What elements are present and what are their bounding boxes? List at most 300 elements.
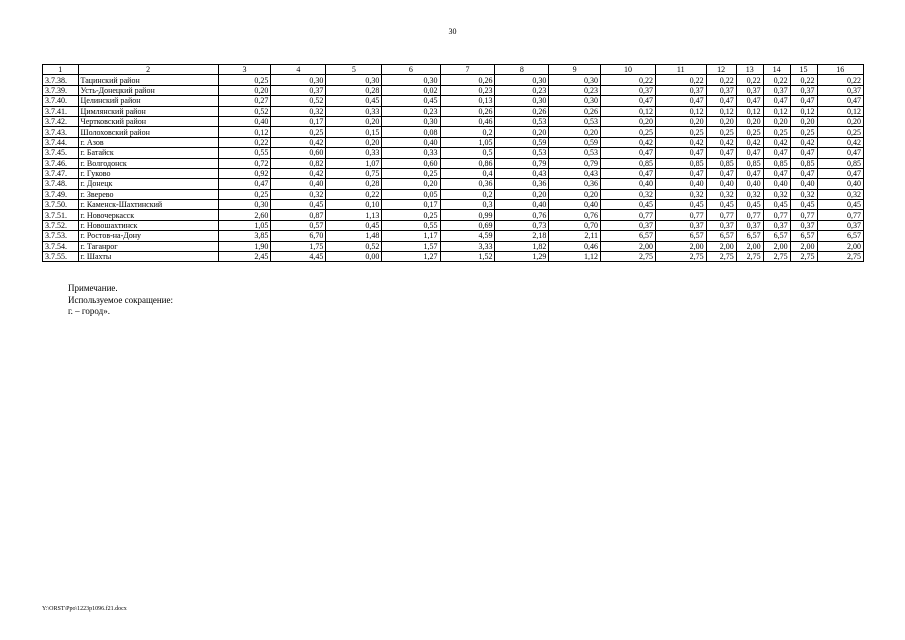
- value-cell: 2,75: [706, 252, 736, 262]
- value-cell: 2,75: [601, 252, 656, 262]
- value-cell: 0,40: [763, 179, 790, 189]
- territory-name-cell: Усть-Донецкий район: [78, 85, 218, 95]
- value-cell: 0,47: [763, 148, 790, 158]
- value-cell: 0,40: [817, 179, 864, 189]
- value-cell: 0,45: [736, 200, 763, 210]
- header-cell: 12: [706, 65, 736, 75]
- row-number-cell: 3.7.46.: [43, 158, 79, 168]
- value-cell: 0,85: [655, 158, 706, 168]
- value-cell: 0,20: [495, 127, 549, 137]
- value-cell: 0,57: [271, 220, 326, 230]
- value-cell: 0,26: [549, 106, 601, 116]
- value-cell: 2,18: [495, 231, 549, 241]
- value-cell: 0,45: [601, 200, 656, 210]
- value-cell: 0,47: [817, 168, 864, 178]
- value-cell: 0,3: [440, 200, 495, 210]
- value-cell: 1,05: [218, 220, 271, 230]
- header-cell: 4: [271, 65, 326, 75]
- value-cell: 0,40: [218, 116, 271, 126]
- value-cell: 0,53: [549, 148, 601, 158]
- value-cell: 0,33: [326, 148, 382, 158]
- table-row: [43, 116, 864, 126]
- value-cell: 0,30: [549, 75, 601, 85]
- value-cell: 0,79: [495, 158, 549, 168]
- header-cell: 9: [549, 65, 601, 75]
- value-cell: 1,29: [495, 252, 549, 262]
- territory-name-cell: г. Зверево: [78, 189, 218, 199]
- value-cell: 0,43: [495, 168, 549, 178]
- value-cell: 6,57: [706, 231, 736, 241]
- value-cell: 2,00: [601, 241, 656, 251]
- value-cell: 0,87: [271, 210, 326, 220]
- value-cell: 0,47: [790, 168, 817, 178]
- value-cell: 0,20: [549, 189, 601, 199]
- value-cell: 0,86: [440, 158, 495, 168]
- value-cell: 0,12: [817, 106, 864, 116]
- value-cell: 0,37: [790, 220, 817, 230]
- header-cell: 3: [218, 65, 271, 75]
- value-cell: 0,77: [601, 210, 656, 220]
- value-cell: 0,60: [271, 148, 326, 158]
- value-cell: 0,47: [763, 96, 790, 106]
- territory-name-cell: г. Каменск-Шахтинский: [78, 200, 218, 210]
- value-cell: 0,13: [440, 96, 495, 106]
- row-number-cell: 3.7.47.: [43, 168, 79, 178]
- value-cell: 6,57: [763, 231, 790, 241]
- value-cell: 0,32: [271, 189, 326, 199]
- notes-block: [68, 283, 173, 318]
- value-cell: 0,46: [440, 116, 495, 126]
- value-cell: 0,42: [817, 137, 864, 147]
- value-cell: 0,52: [218, 106, 271, 116]
- value-cell: 0,85: [706, 158, 736, 168]
- value-cell: 0,59: [495, 137, 549, 147]
- value-cell: 0,30: [218, 200, 271, 210]
- value-cell: 0,40: [790, 179, 817, 189]
- value-cell: 0,25: [271, 127, 326, 137]
- value-cell: 0,28: [326, 85, 382, 95]
- row-number-cell: 3.7.50.: [43, 200, 79, 210]
- value-cell: 0,40: [495, 200, 549, 210]
- value-cell: 0,40: [271, 179, 326, 189]
- value-cell: 0,23: [495, 85, 549, 95]
- header-cell: 5: [326, 65, 382, 75]
- notes-abbreviation-heading: Используемое сокращение:: [68, 294, 173, 305]
- value-cell: 0,20: [326, 137, 382, 147]
- value-cell: 0,32: [601, 189, 656, 199]
- value-cell: 0,25: [817, 127, 864, 137]
- value-cell: 0,43: [549, 168, 601, 178]
- value-cell: 0,32: [817, 189, 864, 199]
- value-cell: 0,26: [440, 75, 495, 85]
- territory-name-cell: г. Шахты: [78, 252, 218, 262]
- value-cell: 0,47: [736, 168, 763, 178]
- value-cell: 0,25: [736, 127, 763, 137]
- value-cell: 0,45: [763, 200, 790, 210]
- value-cell: 0,52: [271, 96, 326, 106]
- value-cell: 0,22: [790, 75, 817, 85]
- value-cell: 4,59: [440, 231, 495, 241]
- table-row: [43, 75, 864, 85]
- territory-name-cell: Тацинский район: [78, 75, 218, 85]
- value-cell: 1,13: [326, 210, 382, 220]
- table-row: [43, 200, 864, 210]
- value-cell: 0,77: [736, 210, 763, 220]
- header-cell: 8: [495, 65, 549, 75]
- value-cell: 0,28: [326, 179, 382, 189]
- table-row: [43, 179, 864, 189]
- header-cell: 13: [736, 65, 763, 75]
- row-number-cell: 3.7.38.: [43, 75, 79, 85]
- table-row: [43, 210, 864, 220]
- value-cell: 0,53: [495, 116, 549, 126]
- value-cell: 1,52: [440, 252, 495, 262]
- row-number-cell: 3.7.43.: [43, 127, 79, 137]
- value-cell: 0,25: [601, 127, 656, 137]
- value-cell: 0,47: [736, 148, 763, 158]
- value-cell: 0,22: [655, 75, 706, 85]
- value-cell: 0,40: [706, 179, 736, 189]
- header-cell: 11: [655, 65, 706, 75]
- value-cell: 0,47: [817, 96, 864, 106]
- value-cell: 0,45: [326, 96, 382, 106]
- table-header-row: [43, 65, 864, 75]
- value-cell: 0,77: [655, 210, 706, 220]
- value-cell: 0,05: [382, 189, 440, 199]
- value-cell: 0,27: [218, 96, 271, 106]
- value-cell: 6,57: [655, 231, 706, 241]
- value-cell: 0,32: [763, 189, 790, 199]
- territory-name-cell: г. Донецк: [78, 179, 218, 189]
- value-cell: 0,47: [706, 168, 736, 178]
- value-cell: 0,40: [736, 179, 763, 189]
- value-cell: 0,42: [706, 137, 736, 147]
- value-cell: 0,22: [218, 137, 271, 147]
- value-cell: 0,40: [655, 179, 706, 189]
- header-cell: 14: [763, 65, 790, 75]
- value-cell: 0,42: [790, 137, 817, 147]
- value-cell: 0,47: [655, 168, 706, 178]
- value-cell: 0,45: [382, 96, 440, 106]
- value-cell: 0,08: [382, 127, 440, 137]
- row-number-cell: 3.7.53.: [43, 231, 79, 241]
- value-cell: 0,47: [655, 148, 706, 158]
- value-cell: 0,42: [655, 137, 706, 147]
- value-cell: 0,20: [495, 189, 549, 199]
- value-cell: 0,85: [817, 158, 864, 168]
- value-cell: 0,22: [601, 75, 656, 85]
- value-cell: 0,20: [655, 116, 706, 126]
- value-cell: 0,30: [382, 75, 440, 85]
- value-cell: 0,25: [382, 168, 440, 178]
- value-cell: 0,20: [549, 127, 601, 137]
- value-cell: 0,12: [655, 106, 706, 116]
- value-cell: 0,59: [549, 137, 601, 147]
- value-cell: 0,25: [218, 75, 271, 85]
- value-cell: 0,47: [601, 96, 656, 106]
- value-cell: 0,02: [382, 85, 440, 95]
- value-cell: 0,75: [326, 168, 382, 178]
- value-cell: 0,79: [549, 158, 601, 168]
- value-cell: 0,22: [763, 75, 790, 85]
- value-cell: 0,10: [326, 200, 382, 210]
- value-cell: 0,32: [271, 106, 326, 116]
- value-cell: 0,36: [495, 179, 549, 189]
- table-row: [43, 106, 864, 116]
- value-cell: 0,42: [271, 137, 326, 147]
- value-cell: 1,07: [326, 158, 382, 168]
- value-cell: 0,42: [601, 137, 656, 147]
- value-cell: 0,45: [655, 200, 706, 210]
- value-cell: 0,42: [271, 168, 326, 178]
- value-cell: 0,77: [763, 210, 790, 220]
- value-cell: 0,17: [271, 116, 326, 126]
- value-cell: 0,70: [549, 220, 601, 230]
- territory-name-cell: г. Новочеркасск: [78, 210, 218, 220]
- header-cell: 1: [43, 65, 79, 75]
- value-cell: 0,23: [549, 85, 601, 95]
- value-cell: 6,57: [601, 231, 656, 241]
- value-cell: 0,52: [326, 241, 382, 251]
- table-row: [43, 148, 864, 158]
- value-cell: 0,25: [655, 127, 706, 137]
- value-cell: 0,47: [763, 168, 790, 178]
- value-cell: 0,60: [382, 158, 440, 168]
- value-cell: 0,12: [218, 127, 271, 137]
- value-cell: 0,22: [706, 75, 736, 85]
- value-cell: 2,11: [549, 231, 601, 241]
- value-cell: 6,57: [790, 231, 817, 241]
- value-cell: 0,15: [326, 127, 382, 137]
- territory-name-cell: г. Ростов-на-Дону: [78, 231, 218, 241]
- value-cell: 0,40: [549, 200, 601, 210]
- header-cell: 6: [382, 65, 440, 75]
- value-cell: 0,37: [706, 220, 736, 230]
- value-cell: 0,37: [271, 85, 326, 95]
- value-cell: 0,23: [440, 85, 495, 95]
- header-cell: 2: [78, 65, 218, 75]
- value-cell: 6,70: [271, 231, 326, 241]
- value-cell: 0,20: [218, 85, 271, 95]
- value-cell: 0,47: [601, 148, 656, 158]
- value-cell: 0,5: [440, 148, 495, 158]
- row-number-cell: 3.7.39.: [43, 85, 79, 95]
- value-cell: 0,69: [440, 220, 495, 230]
- value-cell: 0,45: [706, 200, 736, 210]
- value-cell: 0,73: [495, 220, 549, 230]
- value-cell: 2,75: [736, 252, 763, 262]
- value-cell: 0,32: [790, 189, 817, 199]
- header-cell: 16: [817, 65, 864, 75]
- value-cell: 0,55: [382, 220, 440, 230]
- value-cell: 0,47: [601, 168, 656, 178]
- value-cell: 0,32: [655, 189, 706, 199]
- value-cell: 0,47: [706, 148, 736, 158]
- row-number-cell: 3.7.51.: [43, 210, 79, 220]
- table-row: [43, 241, 864, 251]
- value-cell: 2,75: [790, 252, 817, 262]
- value-cell: 0,46: [549, 241, 601, 251]
- value-cell: 2,00: [790, 241, 817, 251]
- value-cell: 0,37: [706, 85, 736, 95]
- row-number-cell: 3.7.54.: [43, 241, 79, 251]
- value-cell: 0,12: [601, 106, 656, 116]
- value-cell: 2,45: [218, 252, 271, 262]
- value-cell: 0,30: [326, 75, 382, 85]
- value-cell: 0,12: [736, 106, 763, 116]
- value-cell: 0,85: [790, 158, 817, 168]
- value-cell: 2,00: [736, 241, 763, 251]
- table-row: [43, 189, 864, 199]
- value-cell: 0,20: [601, 116, 656, 126]
- value-cell: 0,17: [382, 200, 440, 210]
- value-cell: 0,22: [736, 75, 763, 85]
- data-table: [42, 64, 864, 262]
- value-cell: 0,00: [326, 252, 382, 262]
- territory-name-cell: г. Батайск: [78, 148, 218, 158]
- value-cell: 0,23: [382, 106, 440, 116]
- value-cell: 0,37: [763, 85, 790, 95]
- value-cell: 0,85: [763, 158, 790, 168]
- row-number-cell: 3.7.55.: [43, 252, 79, 262]
- value-cell: 0,77: [790, 210, 817, 220]
- value-cell: 0,77: [817, 210, 864, 220]
- table-row: [43, 96, 864, 106]
- value-cell: 1,12: [549, 252, 601, 262]
- value-cell: 0,42: [736, 137, 763, 147]
- value-cell: 0,25: [706, 127, 736, 137]
- value-cell: 2,00: [763, 241, 790, 251]
- value-cell: 0,45: [326, 220, 382, 230]
- value-cell: 0,20: [763, 116, 790, 126]
- value-cell: 0,47: [790, 148, 817, 158]
- value-cell: 2,00: [655, 241, 706, 251]
- value-cell: 1,75: [271, 241, 326, 251]
- value-cell: 0,37: [655, 220, 706, 230]
- value-cell: 0,47: [218, 179, 271, 189]
- row-number-cell: 3.7.41.: [43, 106, 79, 116]
- value-cell: 0,47: [790, 96, 817, 106]
- row-number-cell: 3.7.52.: [43, 220, 79, 230]
- value-cell: 6,57: [817, 231, 864, 241]
- value-cell: 2,60: [218, 210, 271, 220]
- table-row: [43, 127, 864, 137]
- value-cell: 0,47: [736, 96, 763, 106]
- territory-name-cell: г. Таганрог: [78, 241, 218, 251]
- header-cell: 7: [440, 65, 495, 75]
- value-cell: 1,48: [326, 231, 382, 241]
- table-row: [43, 158, 864, 168]
- value-cell: 0,26: [440, 106, 495, 116]
- value-cell: 0,33: [326, 106, 382, 116]
- value-cell: 0,2: [440, 127, 495, 137]
- value-cell: 6,57: [736, 231, 763, 241]
- value-cell: 0,12: [763, 106, 790, 116]
- header-cell: 15: [790, 65, 817, 75]
- value-cell: 3,85: [218, 231, 271, 241]
- row-number-cell: 3.7.40.: [43, 96, 79, 106]
- value-cell: 0,25: [218, 189, 271, 199]
- territory-name-cell: г. Азов: [78, 137, 218, 147]
- value-cell: 0,45: [790, 200, 817, 210]
- value-cell: 0,40: [601, 179, 656, 189]
- value-cell: 0,99: [440, 210, 495, 220]
- value-cell: 0,26: [495, 106, 549, 116]
- value-cell: 0,20: [736, 116, 763, 126]
- value-cell: 0,32: [706, 189, 736, 199]
- value-cell: 0,37: [655, 85, 706, 95]
- value-cell: 0,20: [790, 116, 817, 126]
- value-cell: 1,90: [218, 241, 271, 251]
- value-cell: 0,53: [495, 148, 549, 158]
- value-cell: 0,37: [790, 85, 817, 95]
- value-cell: 0,77: [706, 210, 736, 220]
- value-cell: 1,82: [495, 241, 549, 251]
- value-cell: 0,55: [218, 148, 271, 158]
- territory-name-cell: Целинский район: [78, 96, 218, 106]
- value-cell: 0,36: [440, 179, 495, 189]
- territory-name-cell: Чертковский район: [78, 116, 218, 126]
- table-row: [43, 137, 864, 147]
- value-cell: 0,20: [326, 116, 382, 126]
- value-cell: 0,4: [440, 168, 495, 178]
- table-row: [43, 252, 864, 262]
- value-cell: 2,75: [655, 252, 706, 262]
- value-cell: 0,32: [736, 189, 763, 199]
- value-cell: 0,47: [706, 96, 736, 106]
- value-cell: 0,47: [817, 148, 864, 158]
- value-cell: 0,82: [271, 158, 326, 168]
- value-cell: 0,30: [549, 96, 601, 106]
- value-cell: 0,36: [549, 179, 601, 189]
- notes-abbreviation-definition: г. – город».: [68, 306, 110, 316]
- value-cell: 0,30: [495, 75, 549, 85]
- value-cell: 0,47: [655, 96, 706, 106]
- value-cell: 0,12: [706, 106, 736, 116]
- header-cell: 10: [601, 65, 656, 75]
- value-cell: 2,75: [817, 252, 864, 262]
- territory-name-cell: Шолоховский район: [78, 127, 218, 137]
- value-cell: 0,37: [736, 220, 763, 230]
- value-cell: 2,00: [706, 241, 736, 251]
- value-cell: 0,30: [495, 96, 549, 106]
- value-cell: 1,27: [382, 252, 440, 262]
- value-cell: 0,30: [382, 116, 440, 126]
- row-number-cell: 3.7.44.: [43, 137, 79, 147]
- value-cell: 0,25: [382, 210, 440, 220]
- value-cell: 2,00: [817, 241, 864, 251]
- value-cell: 4,45: [271, 252, 326, 262]
- value-cell: 0,22: [326, 189, 382, 199]
- row-number-cell: 3.7.42.: [43, 116, 79, 126]
- row-number-cell: 3.7.45.: [43, 148, 79, 158]
- value-cell: 0,2: [440, 189, 495, 199]
- value-cell: 0,37: [817, 220, 864, 230]
- value-cell: 0,37: [601, 220, 656, 230]
- territory-name-cell: Цимлянский район: [78, 106, 218, 116]
- value-cell: 2,75: [763, 252, 790, 262]
- value-cell: 1,05: [440, 137, 495, 147]
- value-cell: 0,37: [601, 85, 656, 95]
- value-cell: 0,20: [382, 179, 440, 189]
- value-cell: 0,12: [790, 106, 817, 116]
- value-cell: 0,30: [271, 75, 326, 85]
- value-cell: 0,85: [736, 158, 763, 168]
- table-row: [43, 85, 864, 95]
- value-cell: 0,72: [218, 158, 271, 168]
- value-cell: 0,25: [790, 127, 817, 137]
- value-cell: 0,76: [495, 210, 549, 220]
